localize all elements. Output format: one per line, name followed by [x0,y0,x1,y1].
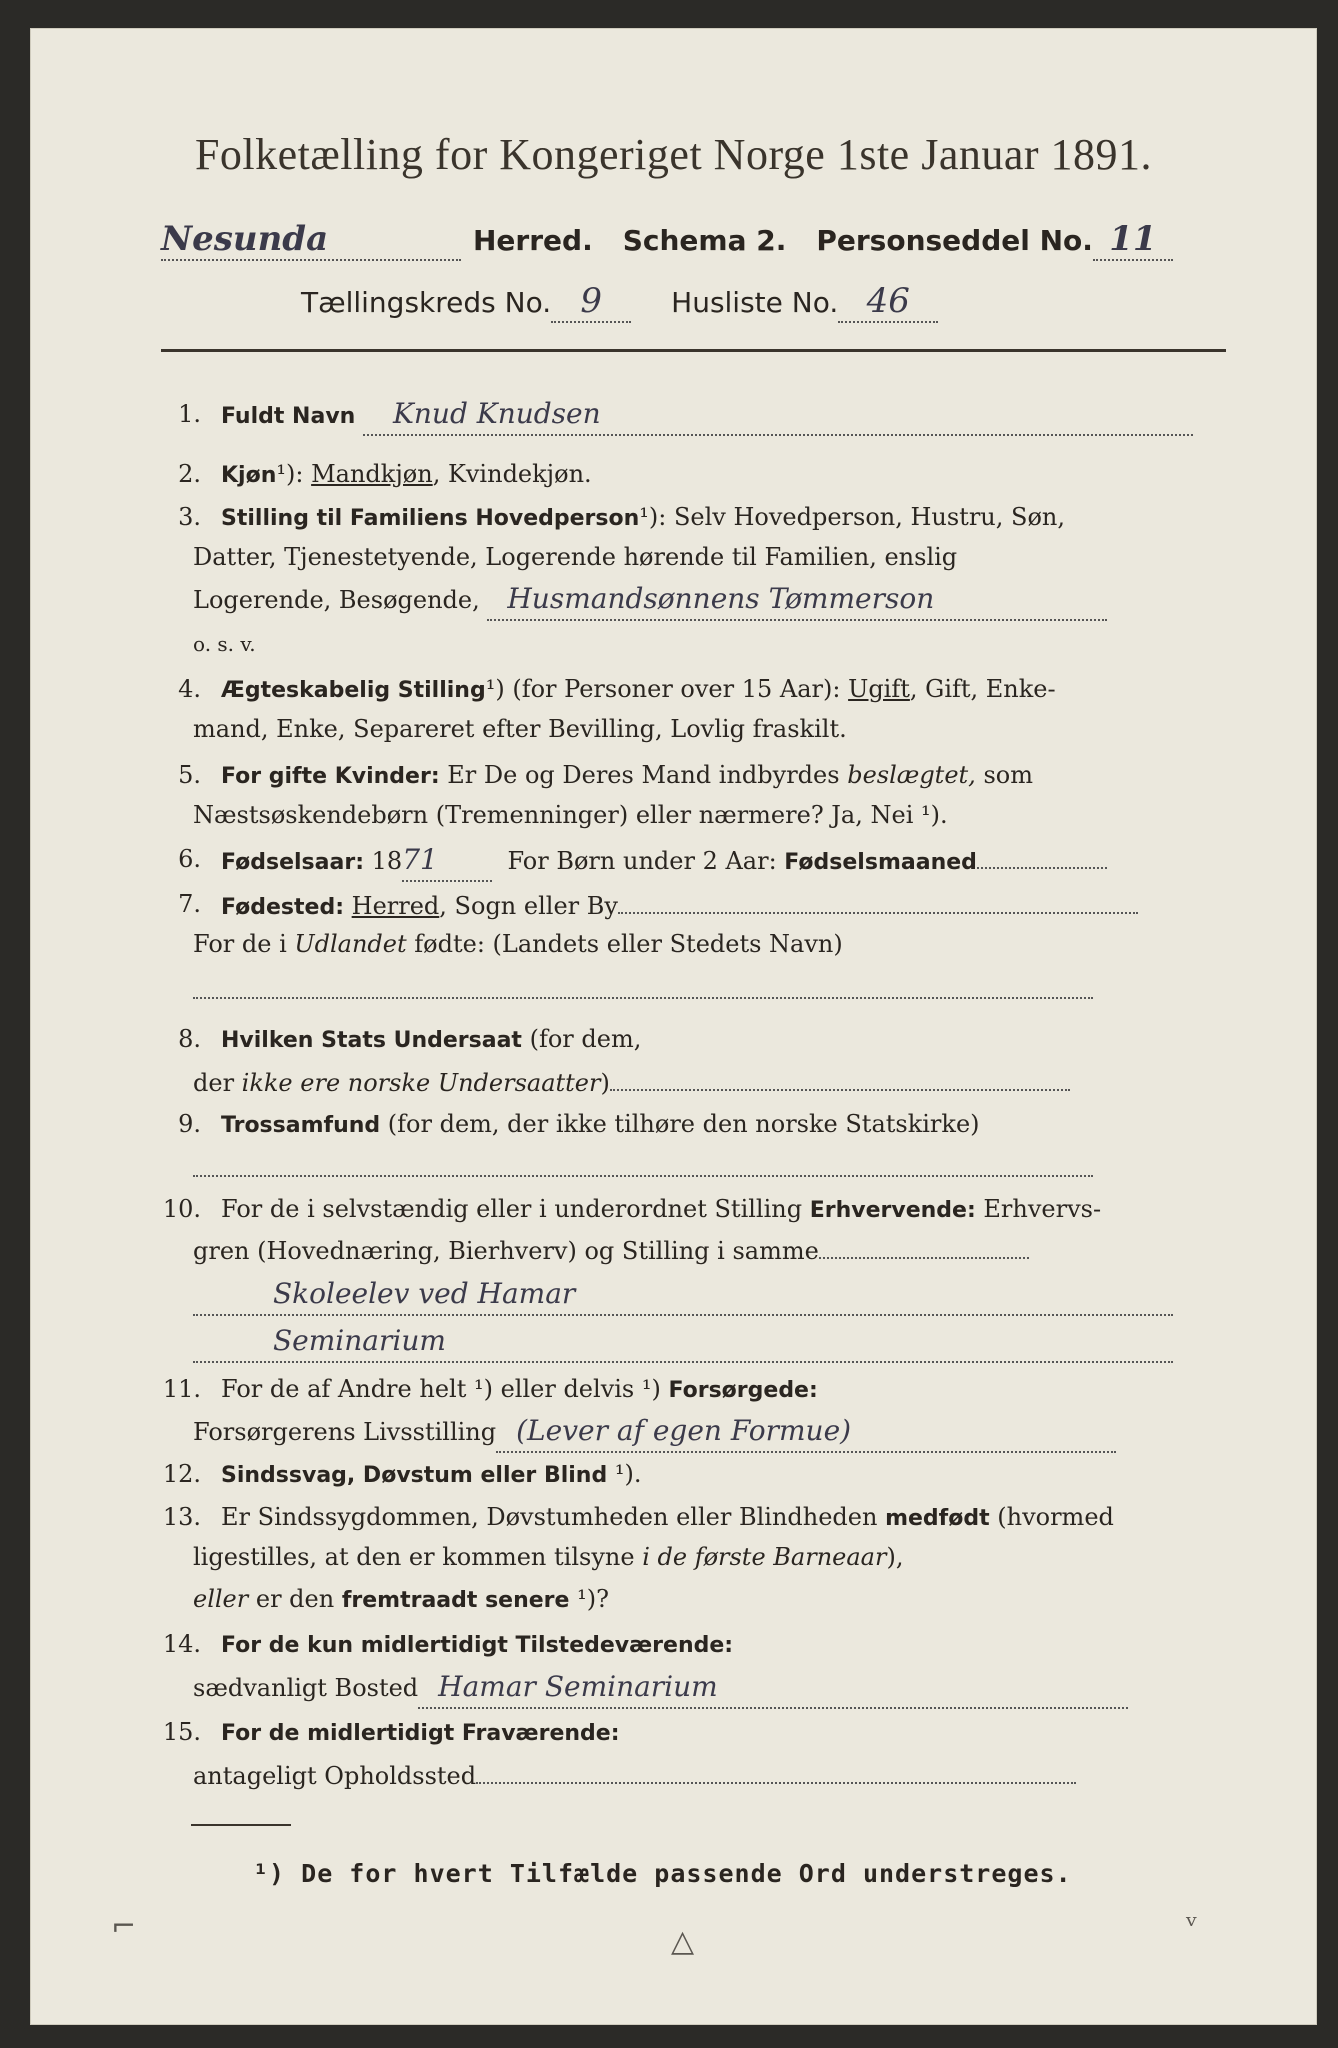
item-text-italic: Udlandet [294,930,407,958]
item-label: For gifte Kvinder: [221,764,440,789]
personseddel-label: Personseddel No. [816,224,1093,257]
item-label: For de kun midlertidigt Tilstedeværende: [221,1633,734,1658]
footnote-ref: ¹): [276,460,304,488]
item-11-line-2 [193,1411,1316,1453]
stamp-mark: △ [671,1924,695,1959]
item-label: Trossamfund [221,1113,381,1138]
item-label: Fødselsmaaned [784,850,977,875]
item-text: For de i selvstændig eller i underordnet Stilling [221,1195,810,1223]
kreds-label: Tællingskreds No. [301,286,552,319]
item-number: 11. [162,1375,201,1403]
form-title: Folketælling for Kongeriget Norge 1ste Januar 1891. [194,130,1153,179]
item-label: fremtraadt senere [341,1588,570,1613]
item-number: 12. [162,1460,201,1488]
item-number: 10. [162,1195,201,1223]
item-label: medfødt [885,1506,990,1531]
item-text: Er De og Deres Mand indbyrdes [439,761,848,789]
item-label: Forsørgede: [668,1378,818,1403]
item-text: , Sogn eller By [439,892,618,920]
selected-option: Herred [351,892,440,920]
item-text: som [975,761,1033,789]
position-answer: Husmandsønnens Tømmerson [487,579,1107,621]
item-text: (hvormed [989,1503,1114,1531]
item-text: ¹): Selv Hovedperson, Hustru, Søn, [639,503,1065,531]
item-text: der [193,1069,242,1097]
item-text: Logerende, Besøgende [193,586,473,614]
citizenship-field [610,1061,1070,1091]
item-3-line-4: o. s. v. [193,632,256,656]
item-number: 3. [178,503,201,531]
selected-option: Ugift [848,675,910,703]
religion-field [193,1147,1093,1177]
margin-scribble-mark: ⌐ [111,1909,137,1944]
item-label: Fuldt Navn [221,404,356,429]
selected-option: Mandkjøn [311,460,433,488]
item-text: , Gift, Enke- [909,675,1056,703]
item-text: (for dem, der ikke tilhøre den norske Statskirke) [380,1110,980,1138]
item-label: Sindssvag, Døvstum eller Blind [221,1463,608,1488]
kreds-number: 9 [551,281,631,323]
item-3-line-3: Logerende, Besøgende, Husmandsønnens Tømmerson [193,579,1316,621]
item-text: For de af Andre helt ¹) eller delvis ¹) [221,1375,669,1403]
item-text-italic: i de første Barneaar [642,1543,887,1571]
item-text: sædvanligt Bosted [193,1674,419,1702]
item-text: , Kvindekjøn. [432,460,592,488]
item-number: 13. [162,1503,201,1531]
item-label: Ægteskabelig Stilling [221,678,486,703]
item-text-italic: eller [193,1585,249,1613]
item-text: ¹)? [569,1585,609,1613]
item-text: ¹) (for Personer over 15 Aar): [485,675,849,703]
item-label: Erhvervende: [809,1198,976,1223]
item-4-line-2: mand, Enke, Separeret efter Bevilling, Lovlig fraskilt. [193,715,847,743]
birthplace-field [618,884,1138,914]
footnote: ¹) De for hvert Tilfælde passende Ord understreges. [253,1859,1072,1888]
item-15-line-2 [193,1754,1316,1796]
item-text: ), [886,1543,904,1571]
item-9-line-2 [193,1147,1316,1189]
herred-handwritten: Nesunda [161,219,461,261]
provider-answer: (Lever af egen Formue) [496,1411,1116,1453]
item-number: 2. [178,460,201,488]
item-number: 14. [162,1630,201,1658]
personseddel-number: 11 [1093,219,1173,261]
item-text: antageligt Opholdssted [193,1762,477,1790]
item-text-italic: beslægtet, [847,761,976,789]
header-rule [161,349,1226,352]
item-text: Forsørgerens Livsstilling [193,1418,497,1446]
item-text: gren (Hovednæring, Bierhverv) og Stilling i samme [193,1237,819,1265]
item-text: er den [248,1585,342,1613]
item-13-line-3 [193,1579,1316,1621]
occupation-field [819,1229,1029,1259]
item-text: Erhvervs- [975,1195,1102,1223]
item-number: 5. [178,761,201,789]
footnote-rule [191,1824,291,1826]
item-text: For de i [193,930,295,958]
item-number: 6. [178,845,201,873]
item-number: 4. [178,675,201,703]
header-line-kreds [301,281,1101,323]
header-line-herred [161,219,1226,261]
item-text: Er Sindssygdommen, Døvstumheden eller Blindheden [221,1503,886,1531]
item-text: ligestilles, at den er kommen tilsyne [193,1543,643,1571]
margin-tick-mark: ᵛ [1186,1909,1198,1944]
item-label: For de midlertidigt Fraværende: [221,1721,620,1746]
husliste-label: Husliste No. [671,286,839,319]
full-name-answer: Knud Knudsen [363,394,1193,436]
occupation-answer-1: Skoleelev ved Hamar [193,1274,1173,1316]
item-label: Fødselsaar: [221,850,364,875]
whereabouts-field [476,1754,1076,1784]
foreign-birthplace-field [193,969,1093,999]
schema-label: Schema 2. [622,224,787,257]
birth-month-field [977,839,1107,869]
item-number: 9. [178,1110,201,1138]
item-14-line-2 [193,1667,1316,1709]
item-text: fødte: (Landets eller Stedets Navn) [406,930,843,958]
item-10-line-4 [193,1321,1316,1363]
herred-label: Herred. [473,224,593,257]
item-text: (for dem, [521,1025,642,1053]
census-form [30,28,1317,2025]
birth-year-answer: 71 [402,840,492,882]
item-7-line-3 [193,969,1316,1011]
item-label: Kjøn [221,463,277,488]
item-3-line-2: Datter, Tjenestetyende, Logerende hørende til Familien, enslig [193,543,958,571]
residence-answer: Hamar Seminarium [418,1667,1128,1709]
item-13-line-2 [193,1537,1316,1577]
occupation-answer-2: Seminarium [193,1321,1173,1363]
item-number: 8. [178,1025,201,1053]
item-10-line-3 [193,1274,1316,1316]
item-8-line-2 [193,1061,1316,1103]
item-number: 1. [178,400,201,428]
year-prefix: 18 [371,847,403,875]
item-text: ¹). [607,1460,642,1488]
item-number: 15. [162,1718,201,1746]
item-label: Stilling til Familiens Hovedperson [221,506,640,531]
item-7-line-2 [193,924,1316,964]
item-text: For Børn under 2 Aar: [507,847,785,875]
item-text: ) [600,1069,610,1097]
husliste-number: 46 [838,281,938,323]
item-text-italic: ikke ere norske Undersaatter [241,1069,601,1097]
item-5-line-2: Næstsøskendebørn (Tremenninger) eller nærmere? Ja, Nei ¹). [193,801,948,829]
item-10-line-2 [193,1229,1316,1271]
item-label: Fødested: [221,895,344,920]
item-label: Hvilken Stats Undersaat [221,1028,522,1053]
item-number: 7. [178,890,201,918]
